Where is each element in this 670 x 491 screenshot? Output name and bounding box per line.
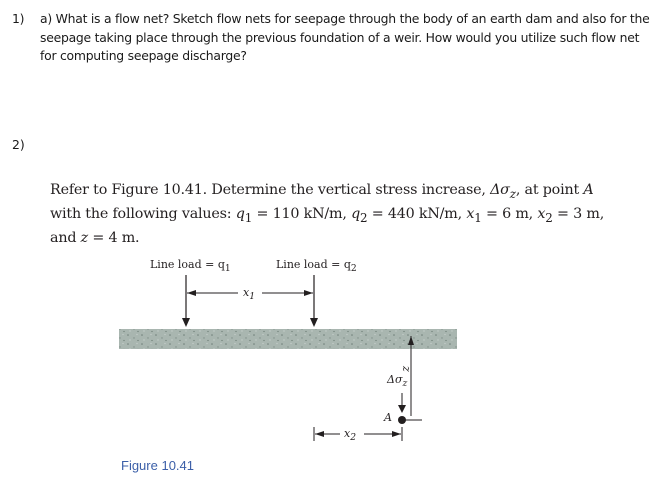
problem-text-5: = 440 kN/m, <box>367 205 467 222</box>
question-2-number: 2) <box>12 137 25 152</box>
delta-sigma-subscript: z <box>509 186 516 201</box>
x2-subscript: 2 <box>545 210 553 225</box>
problem-text-6: = 6 m, <box>481 205 538 222</box>
q1-subscript: 1 <box>244 210 253 225</box>
problem-text-4: = 110 kN/m, <box>252 205 352 222</box>
x1-subscript: 1 <box>474 210 482 225</box>
question-1-text: a) What is a flow net? Sketch flow nets for seepage through the body of an earth dam and also for the seepage taking place through the previous foundation of a weir. How would you utilize such flow net for computing seepage discharge? <box>40 11 650 63</box>
point-symbol: A <box>583 182 594 198</box>
q1-symbol: q <box>235 205 245 222</box>
point-a-label: A <box>384 411 392 424</box>
problem-text-8: = 4 m. <box>87 229 140 246</box>
delta-sigma-arrow <box>398 393 406 413</box>
problem-text-1: Refer to Figure 10.41. Determine the vertical stress increase, <box>50 182 491 198</box>
q2-subscript: 2 <box>360 210 368 225</box>
x2-dimension <box>314 427 402 444</box>
problem-text-2: , at point <box>515 182 584 198</box>
ground-layer <box>119 329 457 349</box>
x1-label: $x_1$ <box>243 286 256 303</box>
problem-text-7: = 3 m, and <box>50 205 605 246</box>
q2-symbol: q <box>351 205 361 222</box>
question-1-number: 1) <box>12 11 25 26</box>
z-label: z <box>400 366 413 372</box>
figure-caption: Figure 10.41 <box>121 458 194 473</box>
line-load-2-label: Line load = $q_2$ <box>276 258 357 275</box>
line-load-2-arrow <box>310 275 318 327</box>
x1-symbol: x <box>466 205 475 222</box>
x2-label: $x_2$ <box>344 427 357 444</box>
problem-text-3: with the following values: <box>50 205 236 222</box>
point-a-marker <box>398 416 406 424</box>
delta-sigma-label: $\Delta\sigma_z$ <box>387 373 408 390</box>
delta-sigma-symbol: Δσ <box>490 182 510 198</box>
line-load-1-label: Line load = $q_1$ <box>150 258 231 275</box>
z-symbol: z <box>80 229 88 246</box>
line-load-1-arrow <box>182 275 190 327</box>
x2-symbol: x <box>537 205 546 222</box>
